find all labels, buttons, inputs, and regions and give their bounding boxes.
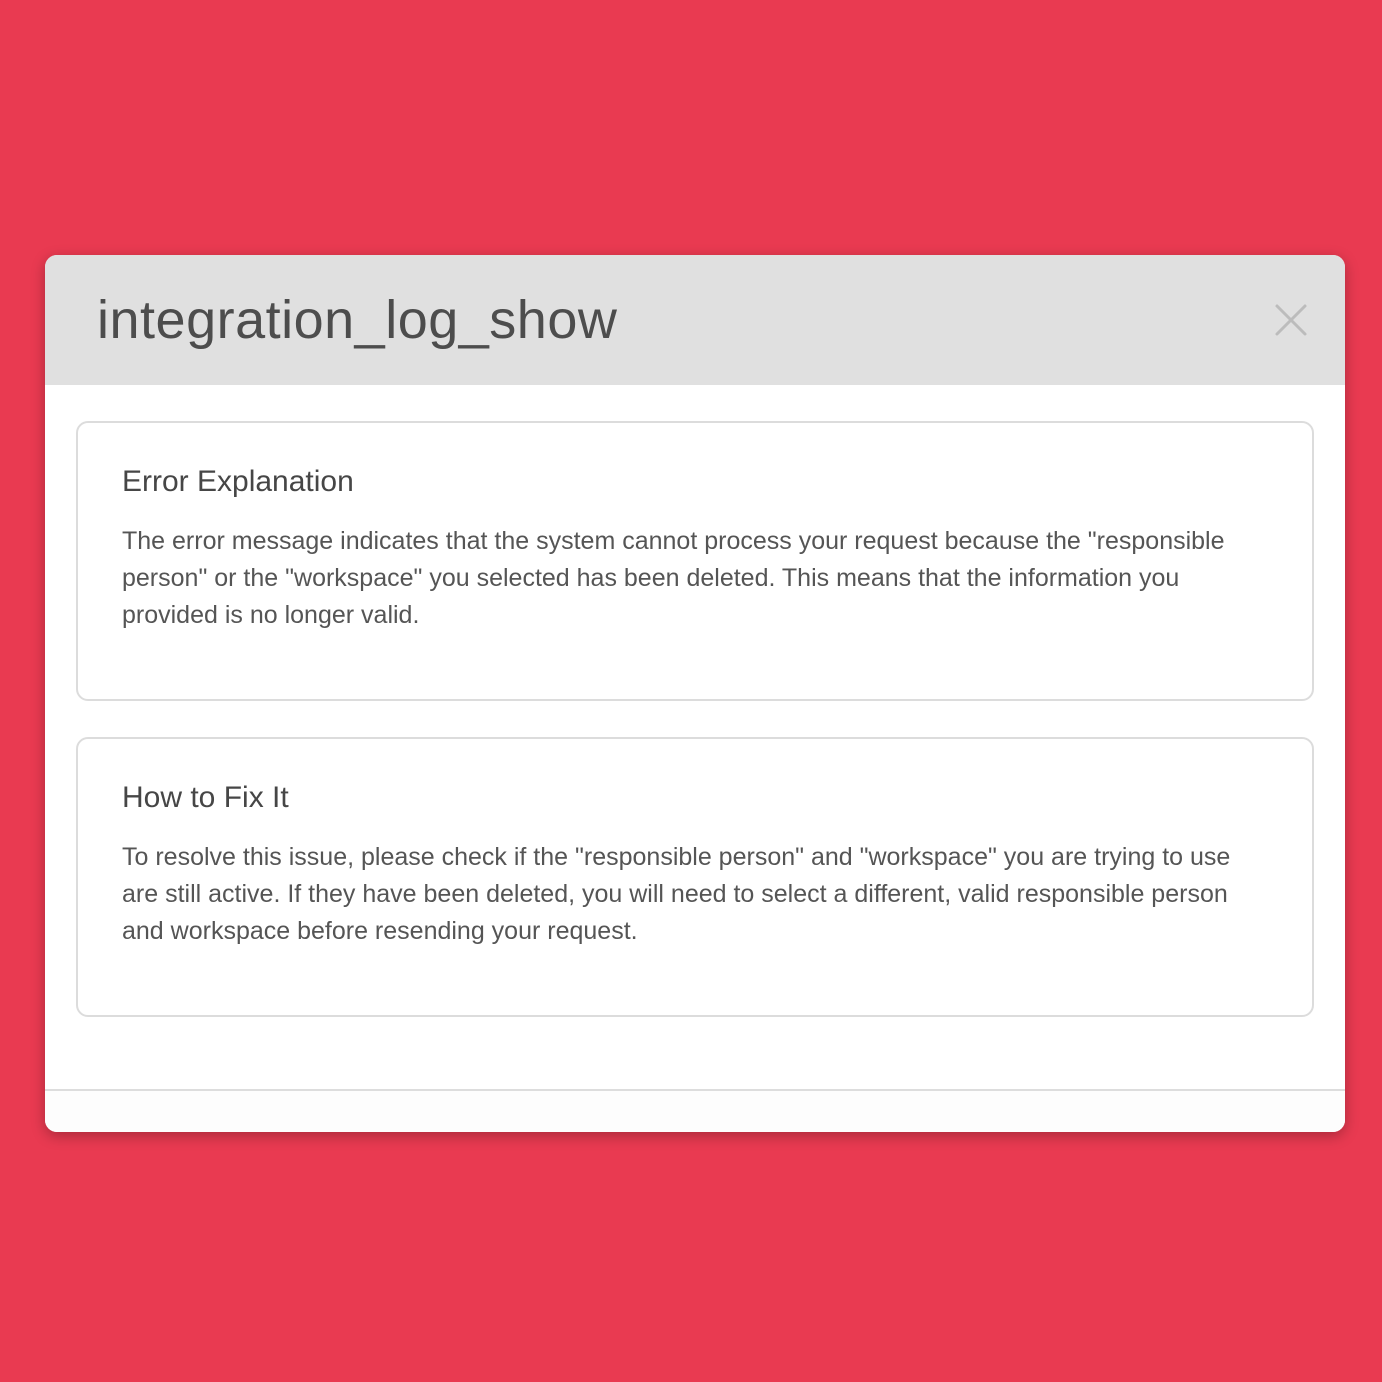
close-button[interactable] — [1263, 292, 1319, 348]
dialog-footer — [45, 1089, 1345, 1132]
error-explanation-text: The error message indicates that the system cannot process your request because the "responsible person" or the "workspace" you selected has been deleted. This means that the information you provided is no longer valid. — [122, 527, 1225, 629]
how-to-fix-text: To resolve this issue, please check if the "responsible person" and "workspace" you are trying to use are still active. If they have been deleted, you will need to select a different, valid responsible person and workspace before resending your request. — [122, 843, 1231, 945]
close-icon — [1272, 301, 1310, 339]
integration-log-dialog — [45, 255, 1345, 1132]
error-explanation-card — [76, 421, 1314, 701]
how-to-fix-card — [76, 737, 1314, 1017]
how-to-fix-heading: How to Fix It — [122, 781, 289, 814]
dialog-title: integration_log_show — [97, 290, 618, 350]
dialog-body — [45, 385, 1345, 1089]
error-explanation-heading: Error Explanation — [122, 465, 354, 498]
dialog-header — [45, 255, 1345, 385]
